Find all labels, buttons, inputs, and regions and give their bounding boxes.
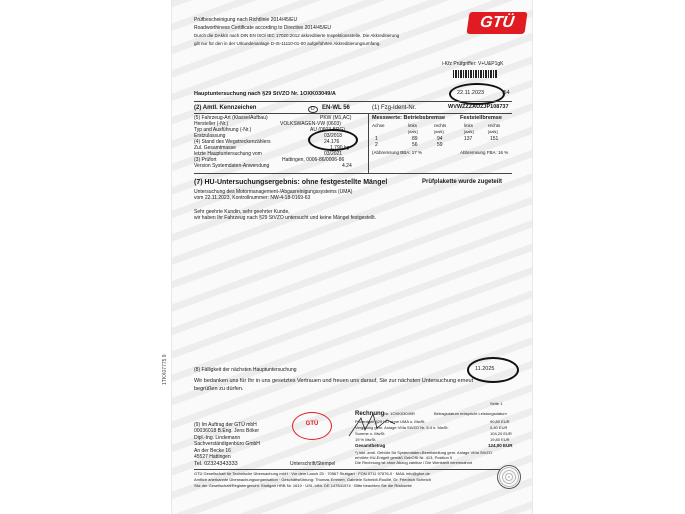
plate-value: EN-WL 56 [322,105,350,111]
signature-line-4: Sachverständigenbüro GmbH [194,441,260,447]
seal-icon [497,465,521,489]
body-text: wir haben Ihr Fahrzeug nach §29 StVZO untersucht und keine Mängel festgestellt. [194,215,377,221]
signature-line-1: (9) Im Auftrag der GTÜ mbH [194,422,257,428]
footer-line-2: Amtlich anerkannte Überwachungsorganisation · Geschäftsführung: Thomas Emmert, Gabriele Schmidt-Rouillé, Dr. Friedrich Schmidt [194,477,431,482]
footer-line-1: GTÜ Gesellschaft für Technische Überwachung mbH · Vor dem Lauch 25 · 70567 Stuttgart · FON 0711 97676-0 · MAIL info@gtue.de [194,471,430,476]
sticker-badge: Prüfplakette wurde zugeteilt [422,179,503,185]
country-badge: D [308,106,318,113]
service-brake-heading: Messwerte: Betriebsbremse [372,115,446,121]
signature-line-5: An der Becke 16 [194,448,231,454]
software-version-label: Version Systemdaten-Anwendung [194,163,270,169]
axle-1-left: 89 [412,136,418,142]
invoice-note: Betragsdatum entspricht Leistungsdatum [434,411,507,416]
invoice-footnote-1: *) inkl. amtl. Gebühr für Systemdaten-Bereitstellung gem. Anlage VIIIa StVZO [355,450,492,455]
maker-label: Hersteller (-Nr.) [194,121,229,127]
last-inspection-value: 03/2021 [324,151,343,157]
axle-column: Achse [372,123,385,128]
result-heading: (7) HU-Untersuchungsergebnis: ohne festgestellte Mängel [194,179,388,186]
parking-brake-efficiency: Abbremsung FBA: 16 % [460,150,509,155]
invoice-title: Rechnung [355,411,385,417]
gtue-logo: GTÜ [466,12,527,34]
divider [194,113,512,114]
test-location-label: (3) Prüfort [194,157,217,163]
divider [194,101,512,102]
invoice-row-label: 19 % MwSt. [355,437,377,442]
axle-2: 2 [375,142,378,148]
model-value: AU (0603 BRG) [310,127,346,133]
stamp-label: Unterschrift/Stempel [290,461,336,467]
test-location-value: Hattingen, 0006-86/0006-86 [282,157,345,163]
signature-line-3: Dipl.-Ing. Lindemann [194,435,241,441]
invoice-row-label: Vergütung gem. Anlage VIIIa StVZO Nr. 5.4 o. MwSt. [355,425,449,430]
axle-1: 1 [375,136,378,142]
right-column: rechts [434,123,447,128]
uma-line-2: vom 22.11.2023, Kontrollnummer: NW-4-18-0169-63 [194,195,311,201]
left-unit: [daN] [408,129,418,134]
park-right-value: 151 [490,136,499,142]
header-line-2: Roadworthiness Certificate according to Directive 2014/45/EU [194,25,332,31]
parking-brake-heading: Feststellbremse [460,115,502,121]
registration-value: 03/2018 [324,133,343,139]
invoice-row-label: Prüfentgelt §29 HU ohne UMA o. MwSt. [355,419,426,424]
signature-line-2: 00036018 B.Eng. Jens Böker [194,428,260,434]
park-right-column: rechts [488,123,501,128]
registration-label: Erstzulassung [194,133,226,139]
thanks-line-2: begrüßen zu dürfen. [194,386,244,392]
next-inspection-circle [467,357,519,383]
header-line-1: Prüfbescheinigung nach Richtlinie 2014/45/EU [194,17,298,23]
invoice-row-label: Summe o. MwSt. [355,431,386,436]
park-left-value: 137 [464,136,473,142]
software-version-value: 4.24 [342,163,352,169]
inspector-id: i-Kfz Prüfgriffer: V+U&P1gK [442,61,504,67]
park-left-unit: [daN] [464,129,474,134]
invoice-row-value: 0,40 EUR [490,425,508,430]
report-title: Hauptuntersuchung nach §29 StVZO Nr. 1OXK03049/A [194,91,336,97]
uma-line-1: Untersuchung des Motormanagement-/Abgasreinigungssystems (UMA) [194,189,353,195]
thanks-line-1: Wir bedanken uns für Ihr in uns gesetztes Vertrauen und freuen uns darauf, Sie zur nächsten Untersuchung erneut [194,378,474,384]
odometer-label: (4) Stand des Wegstreckenzählers [194,139,271,145]
axle-1-right: 94 [437,136,443,142]
gtue-stamp: GTÜ [292,412,332,440]
column-divider [368,113,369,173]
park-left-column: links [464,123,474,128]
document-page [172,0,532,514]
next-inspection-value: 11.2025 [475,366,495,372]
mass-label: Zul. Gesamtmasse [194,145,236,151]
odometer-value: 24.176 [324,139,340,145]
signature-line-6: 45527 Hattingen [194,454,231,460]
invoice-row-value: 104,20 EUR [490,431,512,436]
greeting: Sehr geehrte Kundin, sehr geehrter Kunde, [194,209,290,215]
barcode-icon [453,70,497,78]
invoice-row-value: 90,80 EUR [490,419,510,424]
left-column: links [408,123,418,128]
vin-value: WVWZZZAUZJP108737 [448,104,509,110]
divider [194,469,512,470]
serial-number: 1TKX07775 9 [162,354,168,385]
next-inspection-label: (8) Fälligkeit der nächsten Hauptuntersuchung [194,367,297,373]
axle-2-left: 56 [412,142,418,148]
maker-value: VOLKSWAGEN-VW (0603) [280,121,341,127]
header-line-3: Durch die DAkkS nach DIN EN ISO/ IEC 17020:2012 akkreditierte Inspektionsstelle. Die Akkreditierung [194,33,400,38]
type-value: PKW (M1,AC) [320,115,352,121]
mass-value: 1.790 kg [330,145,350,151]
service-brake-efficiency: (Abbremsung BBA: 17 % [372,150,423,155]
signature-phone: Tel. 02324343333 [194,461,238,467]
invoice-number: Nr. 1OXK03049R [384,411,415,416]
invoice-total-label: Gesamtbetrag [355,443,386,448]
page-number: Seite 1 [490,401,503,406]
right-unit: [daN] [434,129,444,134]
divider [194,173,512,174]
park-right-unit: [daN] [488,129,498,134]
invoice-footnote-2: erhöhte HU-Entgelt gemäß GebOSt Nr. 413, Position 5 [355,455,453,460]
invoice-total-value: 124,00 EUR [488,443,513,448]
last-inspection-label: letzte Hauptuntersuchung vom [194,151,262,157]
invoice-row-value: 19,80 EUR [490,437,510,442]
type-label: (5) Fahrzeug-Art (Klasse/Aufbau) [194,115,268,121]
footer-line-3: Sitz der Gesellschaft/Registergericht: Stuttgart HRB Nr. 1610 · USt.-IdNr. DE 147841574 · Bitte beachten Sie die Rückseite [194,483,412,488]
vin-label: (1) Fzg-Ident-Nr. [372,105,417,111]
axle-2-right: 59 [437,142,443,148]
report-time: :54 [502,90,510,96]
plate-label: (2) Amtl. Kennzeichen [194,105,257,111]
model-label: Typ und Ausführung (-Nr.) [194,127,252,133]
invoice-footnote-3: Die Rechnung ist ohne Abzug zahlbar / Die Wertstellt vereinnahmt [355,460,473,465]
header-line-4: gilt nur für den in der Urkundenanlage D-IS-11110-01-00 aufgeführten Akkreditierungsumfang. [194,41,381,46]
report-date: 22.11.2023 [457,90,485,96]
